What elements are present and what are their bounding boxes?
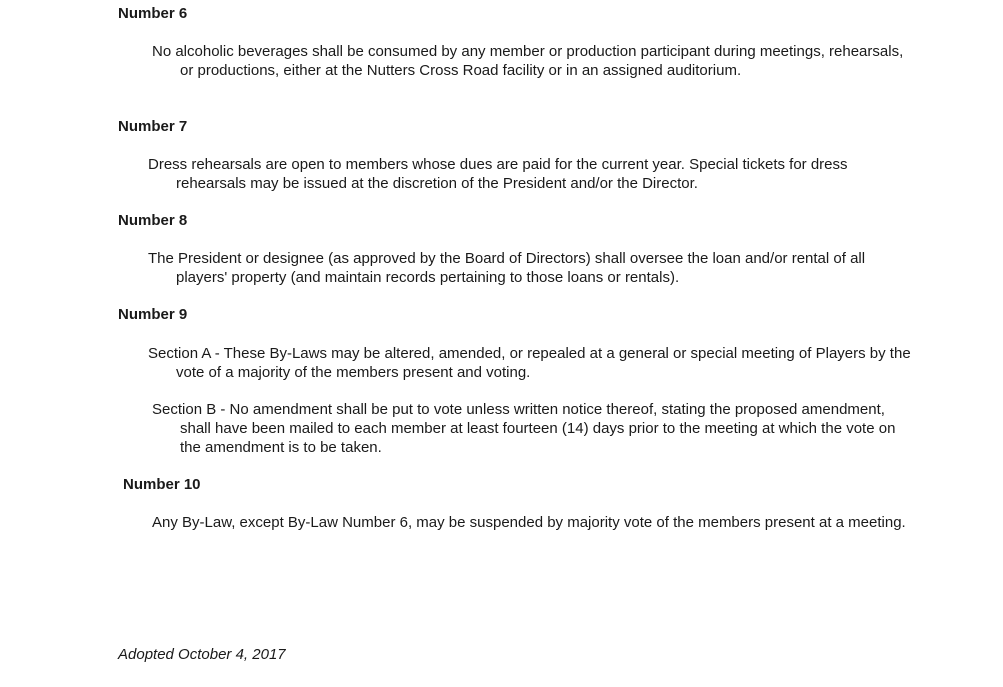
bylaw-heading-number-9: Number 9 bbox=[118, 306, 188, 323]
bylaw-heading-number-8: Number 8 bbox=[118, 212, 188, 229]
bylaw-text-number-10: Any By-Law, except By-Law Number 6, may be suspended by majority vote of the members present at a meeting. bbox=[152, 514, 906, 531]
adoption-date: Adopted October 4, 2017 bbox=[118, 646, 286, 663]
bylaw-heading-number-7: Number 7 bbox=[118, 118, 188, 135]
bylaw-text-number-9-section-a: Section A - These By-Laws may be altered, amended, or repealed at a general or special meeting of Players by the vote of a majority of the members present and voting. bbox=[148, 345, 911, 381]
bylaw-text-number-7: Dress rehearsals are open to members whose dues are paid for the current year. Special tickets for dress rehearsals may be issued at the discretion of the President and/or the Director. bbox=[148, 156, 848, 192]
bylaw-text-number-6: No alcoholic beverages shall be consumed by any member or production participant during meetings, rehearsals, or productions, either at the Nutters Cross Road facility or in an assigned auditorium. bbox=[152, 43, 904, 79]
bylaw-text-number-9-section-b: Section B - No amendment shall be put to vote unless written notice thereof, stating the proposed amendment, shall have been mailed to each member at least fourteen (14) days prior to the meeting at which the vote on the amendment is to be taken. bbox=[152, 401, 896, 456]
bylaw-text-number-8: The President or designee (as approved by the Board of Directors) shall oversee the loan and/or rental of all players' property (and maintain records pertaining to those loans or rentals). bbox=[148, 250, 866, 286]
bylaw-heading-number-6: Number 6 bbox=[118, 5, 188, 22]
bylaw-heading-number-10: Number 10 bbox=[123, 476, 201, 493]
